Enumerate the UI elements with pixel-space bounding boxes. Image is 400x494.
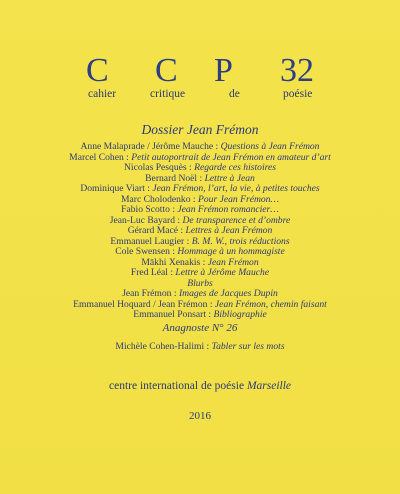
anagnoste-entry [0, 341, 400, 352]
publisher-name: centre international de poésie [108, 380, 247, 392]
toc-entry: Anne Malaprade / Jérôme Mauche : Questions à Jean Frémon [80, 141, 320, 152]
toc-entry: Fabio Scotto : Jean Frémon romancier… [121, 204, 279, 215]
publisher-line [0, 380, 400, 392]
toc-entry: Gérard Macé : Lettres à Jean Frémon [127, 225, 273, 236]
publication-year: 2016 [189, 410, 211, 422]
journal-subtitle [0, 88, 400, 104]
subtitle-word-de: de [229, 88, 240, 100]
toc-entry: Jean-Luc Bayard : De transparence et d’ombre [109, 214, 291, 226]
toc-entry: Cole Swensen : Hommage à un hommagiste [115, 246, 285, 257]
anagnoste-heading: Anagnoste N° 26 [162, 322, 238, 334]
toc-entry: Marcel Cohen : Petit autoportrait de Jean Frémon en amateur d’art [69, 151, 331, 163]
anagnoste-title: Tabler sur les mots [211, 341, 285, 352]
logo-letter-p: P [214, 52, 233, 89]
anagnoste-author: Michèle Cohen-Halimi : [115, 341, 212, 352]
publisher-city: Marseille [246, 380, 292, 392]
toc-entry: Marc Cholodenko : Pour Jean Frémon… [120, 193, 279, 205]
toc-entry: Bernard Noël : Lettre à Jean [145, 172, 255, 184]
subtitle-word-cahier: cahier [88, 88, 117, 100]
toc-entry: Nicolas Pesquès : Regarde ces histoires [124, 162, 276, 173]
subtitle-word-critique: critique [150, 88, 186, 100]
issue-number: 32 [280, 52, 314, 89]
subtitle-word-poesie: poésie [283, 88, 313, 100]
table-of-contents [0, 142, 400, 321]
toc-entry: Mākhi Xenakis : Jean Frémon [141, 256, 259, 268]
dossier-title: Dossier Jean Frémon [141, 122, 259, 137]
toc-entry: Emmanuel Ponsart : Bibliographie [133, 309, 267, 320]
ccp-logo [0, 52, 400, 92]
logo-letter-c1: C [86, 52, 109, 89]
toc-entry: Dominique Viart : Jean Frémon, l’art, la vie, à petites touches [80, 183, 320, 194]
toc-entry-blurbs: Blurbs [187, 277, 213, 289]
toc-entry: Emmanuel Hoquard / Jean Frémon : Jean Frémon, chemin faisant [73, 298, 327, 310]
toc-entry: Fred Léal : Lettre à Jérôme Mauche [130, 267, 270, 278]
toc-entry: Emmanuel Laugier : B. M. W., trois réductions [110, 235, 290, 247]
logo-letter-c2: C [155, 52, 178, 89]
toc-entry: Jean Frémon : Images de Jacques Dupin [122, 288, 278, 299]
